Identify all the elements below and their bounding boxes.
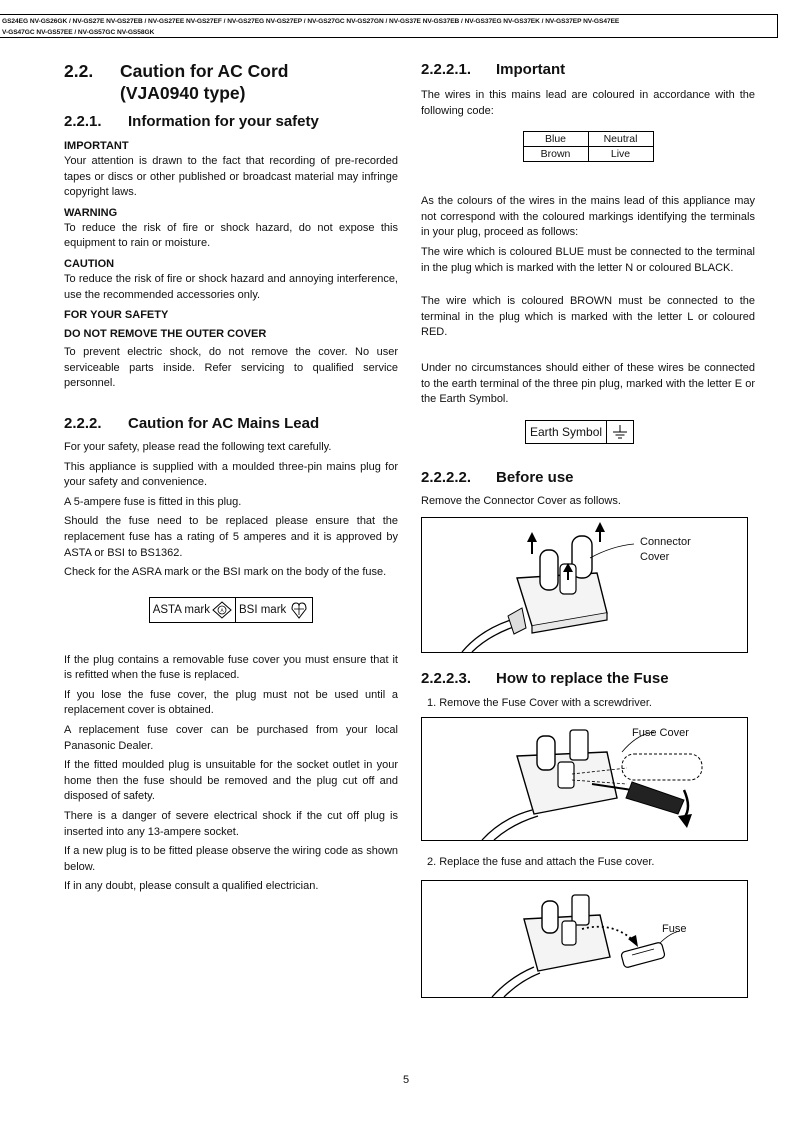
fuse-cover-figure bbox=[421, 717, 748, 841]
svg-text:A: A bbox=[220, 608, 224, 614]
section-number: 2.2. bbox=[64, 61, 94, 81]
right-column bbox=[421, 60, 755, 998]
outer-cover-text: To prevent electric shock, do not remove the cover. No user serviceable parts inside. Refer servicing to qualified service personnel. bbox=[64, 346, 398, 390]
earth-symbol-box bbox=[525, 420, 634, 444]
mains-paragraph: There is a danger of severe electrical shock if the cut off plug is inserted into any 13-ampere socket. bbox=[64, 810, 398, 838]
section-heading bbox=[64, 60, 398, 104]
mains-paragraph: Check for the ASRA mark or the BSI mark on the body of the fuse. bbox=[64, 566, 387, 579]
mains-paragraph: If a new plug is to be fitted please observe the wiring code as shown below. bbox=[64, 845, 398, 873]
mains-paragraph: If you lose the fuse cover, the plug must not be used until a replacement cover is obtained. bbox=[64, 688, 398, 717]
fuse-replacement-illustration bbox=[422, 881, 747, 997]
wire-paragraph: The wire which is coloured BROWN must be connected to the terminal in the plug which is marked with the letter L or coloured RED. bbox=[421, 295, 755, 339]
important-title: Important bbox=[496, 61, 566, 78]
mains-heading bbox=[64, 414, 398, 434]
wire-code-table-wrap bbox=[421, 131, 755, 162]
section-subtitle: (VJA0940 type) bbox=[120, 83, 246, 103]
mains-paragraph: Should the fuse need to be replaced please ensure that the replacement fuse has a rating of 5 amperes and it is approved by ASTA or BSI to BS1362. bbox=[64, 515, 398, 559]
wire-paragraph: The wire which is coloured BLUE must be connected to the terminal in the plug which is marked with the letter N or coloured BLACK. bbox=[421, 245, 755, 274]
caution-label: CAUTION bbox=[64, 257, 115, 270]
table-cell: Brown bbox=[523, 147, 588, 162]
table-row bbox=[523, 132, 653, 147]
important-text: Your attention is drawn to the fact that recording of pre-recorded tapes or discs or other published or broadcast material may infringe copyright laws. bbox=[64, 155, 398, 199]
model-header bbox=[0, 14, 778, 38]
safety-heading bbox=[64, 112, 398, 132]
table-row bbox=[523, 147, 653, 162]
left-column bbox=[64, 60, 398, 899]
wire-paragraph: Under no circumstances should either of these wires be connected to the earth terminal of the three pin plug, marked with the letter E or the Earth Symbol. bbox=[421, 361, 755, 406]
wire-paragraph: As the colours of the wires in the mains lead of this appliance may not correspond with the coloured markings identifying the terminals in your plug, proceed as follows: bbox=[421, 195, 755, 239]
page-number: 5 bbox=[403, 1074, 410, 1086]
table-cell: Live bbox=[588, 147, 653, 162]
mains-paragraph: If the fitted moulded plug is unsuitable for the socket outlet in your home then the fuse should be removed and the plug cut off and disposed of safety. bbox=[64, 759, 398, 803]
step-2-text: 2. Replace the fuse and attach the Fuse cover. bbox=[427, 856, 655, 869]
fuse-label: Fuse bbox=[662, 923, 687, 936]
mains-paragraph: If the plug contains a removable fuse cover you must ensure that it is refitted when the fuse is replaced. bbox=[64, 653, 398, 682]
screwdriver-plug-illustration bbox=[422, 718, 747, 840]
before-use-number: 2.2.2.2. bbox=[421, 468, 472, 486]
mains-title: Caution for AC Mains Lead bbox=[128, 414, 320, 432]
mains-paragraph: For your safety, please read the following text carefully. bbox=[64, 440, 332, 453]
safety-title: Information for your safety bbox=[128, 113, 319, 130]
cover-label: Cover bbox=[640, 551, 670, 564]
asta-mark-icon bbox=[212, 601, 232, 619]
connector-cover-figure bbox=[421, 517, 748, 653]
asta-mark-label: ASTA mark bbox=[152, 603, 210, 616]
important-number: 2.2.2.1. bbox=[421, 61, 472, 78]
table-cell: Blue bbox=[523, 132, 588, 147]
fuse-cover-label: Fuse Cover bbox=[632, 727, 689, 740]
before-use-title: Before use bbox=[496, 468, 574, 486]
bsi-mark-label: BSI mark bbox=[239, 603, 287, 616]
mains-paragraph: If in any doubt, please consult a qualified electrician. bbox=[64, 880, 319, 893]
outer-cover-label: DO NOT REMOVE THE OUTER COVER bbox=[64, 328, 267, 341]
wire-code-intro: The wires in this mains lead are coloured in accordance with the following code: bbox=[421, 89, 755, 117]
important-heading bbox=[421, 60, 755, 80]
warning-text: To reduce the risk of fire or shock hazard, do not expose this equipment to rain or moisture. bbox=[64, 221, 398, 250]
important-label: IMPORTANT bbox=[64, 140, 129, 152]
mains-paragraph: This appliance is supplied with a moulded three-pin mains plug for your safety and convenience. bbox=[64, 460, 398, 489]
replace-fuse-number: 2.2.2.3. bbox=[421, 670, 472, 688]
model-list-line-2: V-GS47GC NV-GS57EE / NV-GS57GC NV-GS58GK bbox=[2, 29, 155, 36]
mains-number: 2.2.2. bbox=[64, 414, 102, 432]
before-use-text: Remove the Connector Cover as follows. bbox=[421, 494, 621, 507]
warning-label: WARNING bbox=[64, 206, 118, 219]
caution-text: To reduce the risk of fire or shock hazard and annoying interference, use the recommended accessories only. bbox=[64, 272, 398, 301]
replace-fuse-heading bbox=[421, 669, 755, 689]
replace-fuse-title: How to replace the Fuse bbox=[496, 670, 669, 688]
earth-symbol-label: Earth Symbol bbox=[530, 424, 603, 439]
bsi-kitemark-icon bbox=[289, 601, 309, 619]
fuse-figure bbox=[421, 880, 748, 998]
table-cell: Neutral bbox=[588, 132, 653, 147]
mains-paragraph: A 5-ampere fuse is fitted in this plug. bbox=[64, 495, 242, 508]
plug-connector-illustration bbox=[422, 518, 747, 652]
fuse-marks-box bbox=[149, 597, 314, 623]
mains-paragraph: A replacement fuse cover can be purchased from your local Panasonic Dealer. bbox=[64, 724, 398, 752]
before-use-heading bbox=[421, 468, 755, 488]
earth-ground-icon bbox=[611, 424, 629, 440]
for-your-safety-label: FOR YOUR SAFETY bbox=[64, 309, 169, 322]
section-title: Caution for AC Cord bbox=[120, 61, 289, 81]
step-1-text: 1. Remove the Fuse Cover with a screwdriver. bbox=[427, 697, 652, 710]
connector-label: Connector bbox=[640, 536, 691, 549]
model-list-line-1: GS24EG NV-GS26GK / NV-GS27E NV-GS27EB / NV-GS27EE NV-GS27EF / NV-GS27EG NV-GS27EP / NV-GS27GC NV-GS27GN / NV-GS37E NV-GS37EB / NV-GS37EG NV-GS37EK / NV-GS37EP NV-GS47EE bbox=[2, 18, 620, 25]
wire-code-table bbox=[523, 131, 654, 162]
safety-number: 2.2.1. bbox=[64, 113, 102, 130]
